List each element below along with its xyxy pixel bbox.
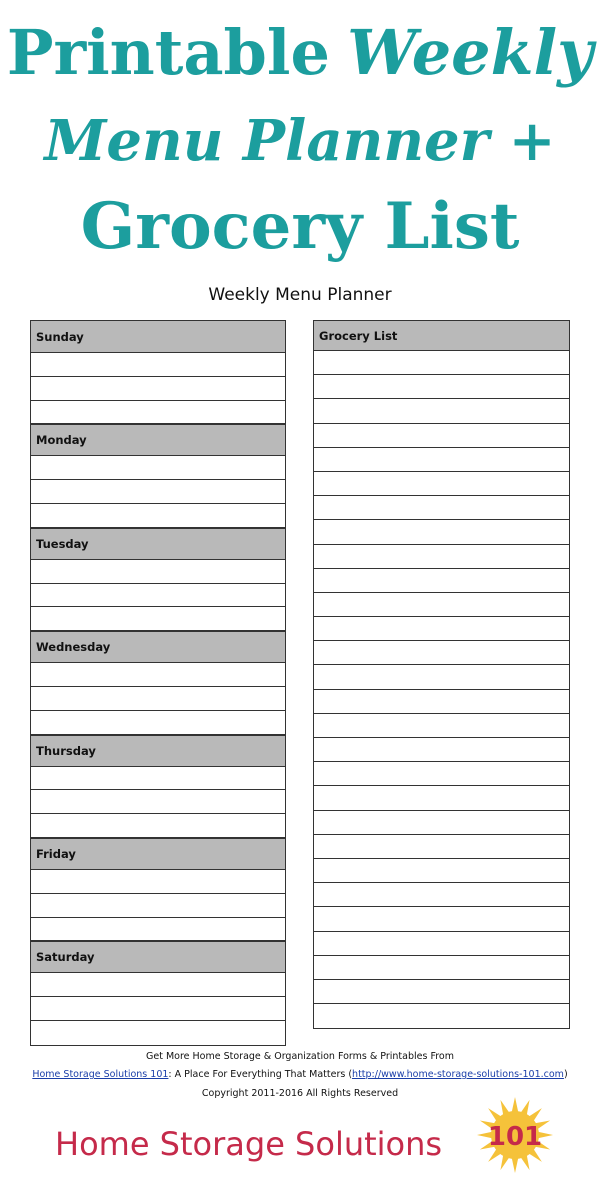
day-header-thursday: Thursday	[31, 735, 285, 767]
day-header-sunday: Sunday	[31, 321, 285, 353]
grocery-line[interactable]	[314, 811, 569, 835]
grocery-line[interactable]	[314, 665, 569, 689]
grocery-line[interactable]	[314, 786, 569, 810]
grocery-column	[313, 320, 570, 1029]
sun-logo-icon	[475, 1095, 555, 1175]
grocery-line[interactable]	[314, 472, 569, 496]
tagline-end: )	[563, 1069, 568, 1080]
day-line[interactable]	[31, 767, 285, 791]
hero-line-2: Menu Planner +	[44, 108, 556, 174]
day-line[interactable]	[31, 504, 285, 528]
footer-line-1: Get More Home Storage & Organization Forms & Printables From	[146, 1051, 454, 1062]
tagline-text: : A Place For Everything That Matters (	[168, 1069, 353, 1080]
grocery-line[interactable]	[314, 593, 569, 617]
site-link[interactable]: Home Storage Solutions 101	[32, 1069, 169, 1080]
day-line[interactable]	[31, 973, 285, 997]
grocery-line[interactable]	[314, 835, 569, 859]
grocery-line[interactable]	[314, 690, 569, 714]
hero-line-1	[0, 16, 600, 89]
day-column	[30, 320, 286, 1046]
grocery-line[interactable]	[314, 569, 569, 593]
day-line[interactable]	[31, 814, 285, 838]
grocery-list-header: Grocery List	[314, 321, 569, 351]
day-line[interactable]	[31, 607, 285, 631]
day-line[interactable]	[31, 560, 285, 584]
grocery-line[interactable]	[314, 496, 569, 520]
day-line[interactable]	[31, 456, 285, 480]
grocery-line[interactable]	[314, 980, 569, 1004]
hero-word-weekly: Weekly	[347, 16, 594, 89]
grocery-line[interactable]	[314, 375, 569, 399]
day-line[interactable]	[31, 480, 285, 504]
footer-line-2	[0, 1069, 600, 1080]
day-line[interactable]	[31, 870, 285, 894]
day-line[interactable]	[31, 353, 285, 377]
copyright: Copyright 2011-2016 All Rights Reserved	[201, 1088, 399, 1099]
day-line[interactable]	[31, 790, 285, 814]
url-link[interactable]: http://www.home-storage-solutions-101.com	[352, 1069, 564, 1080]
grocery-line[interactable]	[314, 448, 569, 472]
day-line[interactable]	[31, 663, 285, 687]
day-header-wednesday: Wednesday	[31, 631, 285, 663]
day-line[interactable]	[31, 377, 285, 401]
day-line[interactable]	[31, 918, 285, 942]
grocery-line[interactable]	[314, 351, 569, 375]
day-header-monday: Monday	[31, 424, 285, 456]
brand-logo-text: Home Storage Solutions	[55, 1125, 443, 1163]
day-line[interactable]	[31, 1021, 285, 1045]
grocery-line[interactable]	[314, 859, 569, 883]
grocery-line[interactable]	[314, 932, 569, 956]
grocery-line[interactable]	[314, 617, 569, 641]
hero-line-3: Grocery List	[80, 189, 520, 264]
grocery-line[interactable]	[314, 714, 569, 738]
grocery-line[interactable]	[314, 956, 569, 980]
hero-word-printable: Printable	[6, 16, 330, 89]
grocery-line[interactable]	[314, 545, 569, 569]
sun-ray	[511, 1157, 518, 1173]
grocery-line[interactable]	[314, 883, 569, 907]
planner-title: Weekly Menu Planner	[208, 285, 392, 305]
grocery-line[interactable]	[314, 1004, 569, 1028]
sun-ray	[511, 1097, 518, 1113]
day-line[interactable]	[31, 687, 285, 711]
day-line[interactable]	[31, 997, 285, 1021]
grocery-line[interactable]	[314, 641, 569, 665]
grocery-line[interactable]	[314, 738, 569, 762]
grocery-line[interactable]	[314, 762, 569, 786]
day-line[interactable]	[31, 401, 285, 425]
day-header-friday: Friday	[31, 838, 285, 870]
grocery-line[interactable]	[314, 424, 569, 448]
grocery-line[interactable]	[314, 520, 569, 544]
day-line[interactable]	[31, 584, 285, 608]
day-header-saturday: Saturday	[31, 941, 285, 973]
day-line[interactable]	[31, 894, 285, 918]
grocery-line[interactable]	[314, 399, 569, 423]
day-line[interactable]	[31, 711, 285, 735]
day-header-tuesday: Tuesday	[31, 528, 285, 560]
grocery-line[interactable]	[314, 907, 569, 931]
sun-number: 101	[487, 1122, 543, 1152]
